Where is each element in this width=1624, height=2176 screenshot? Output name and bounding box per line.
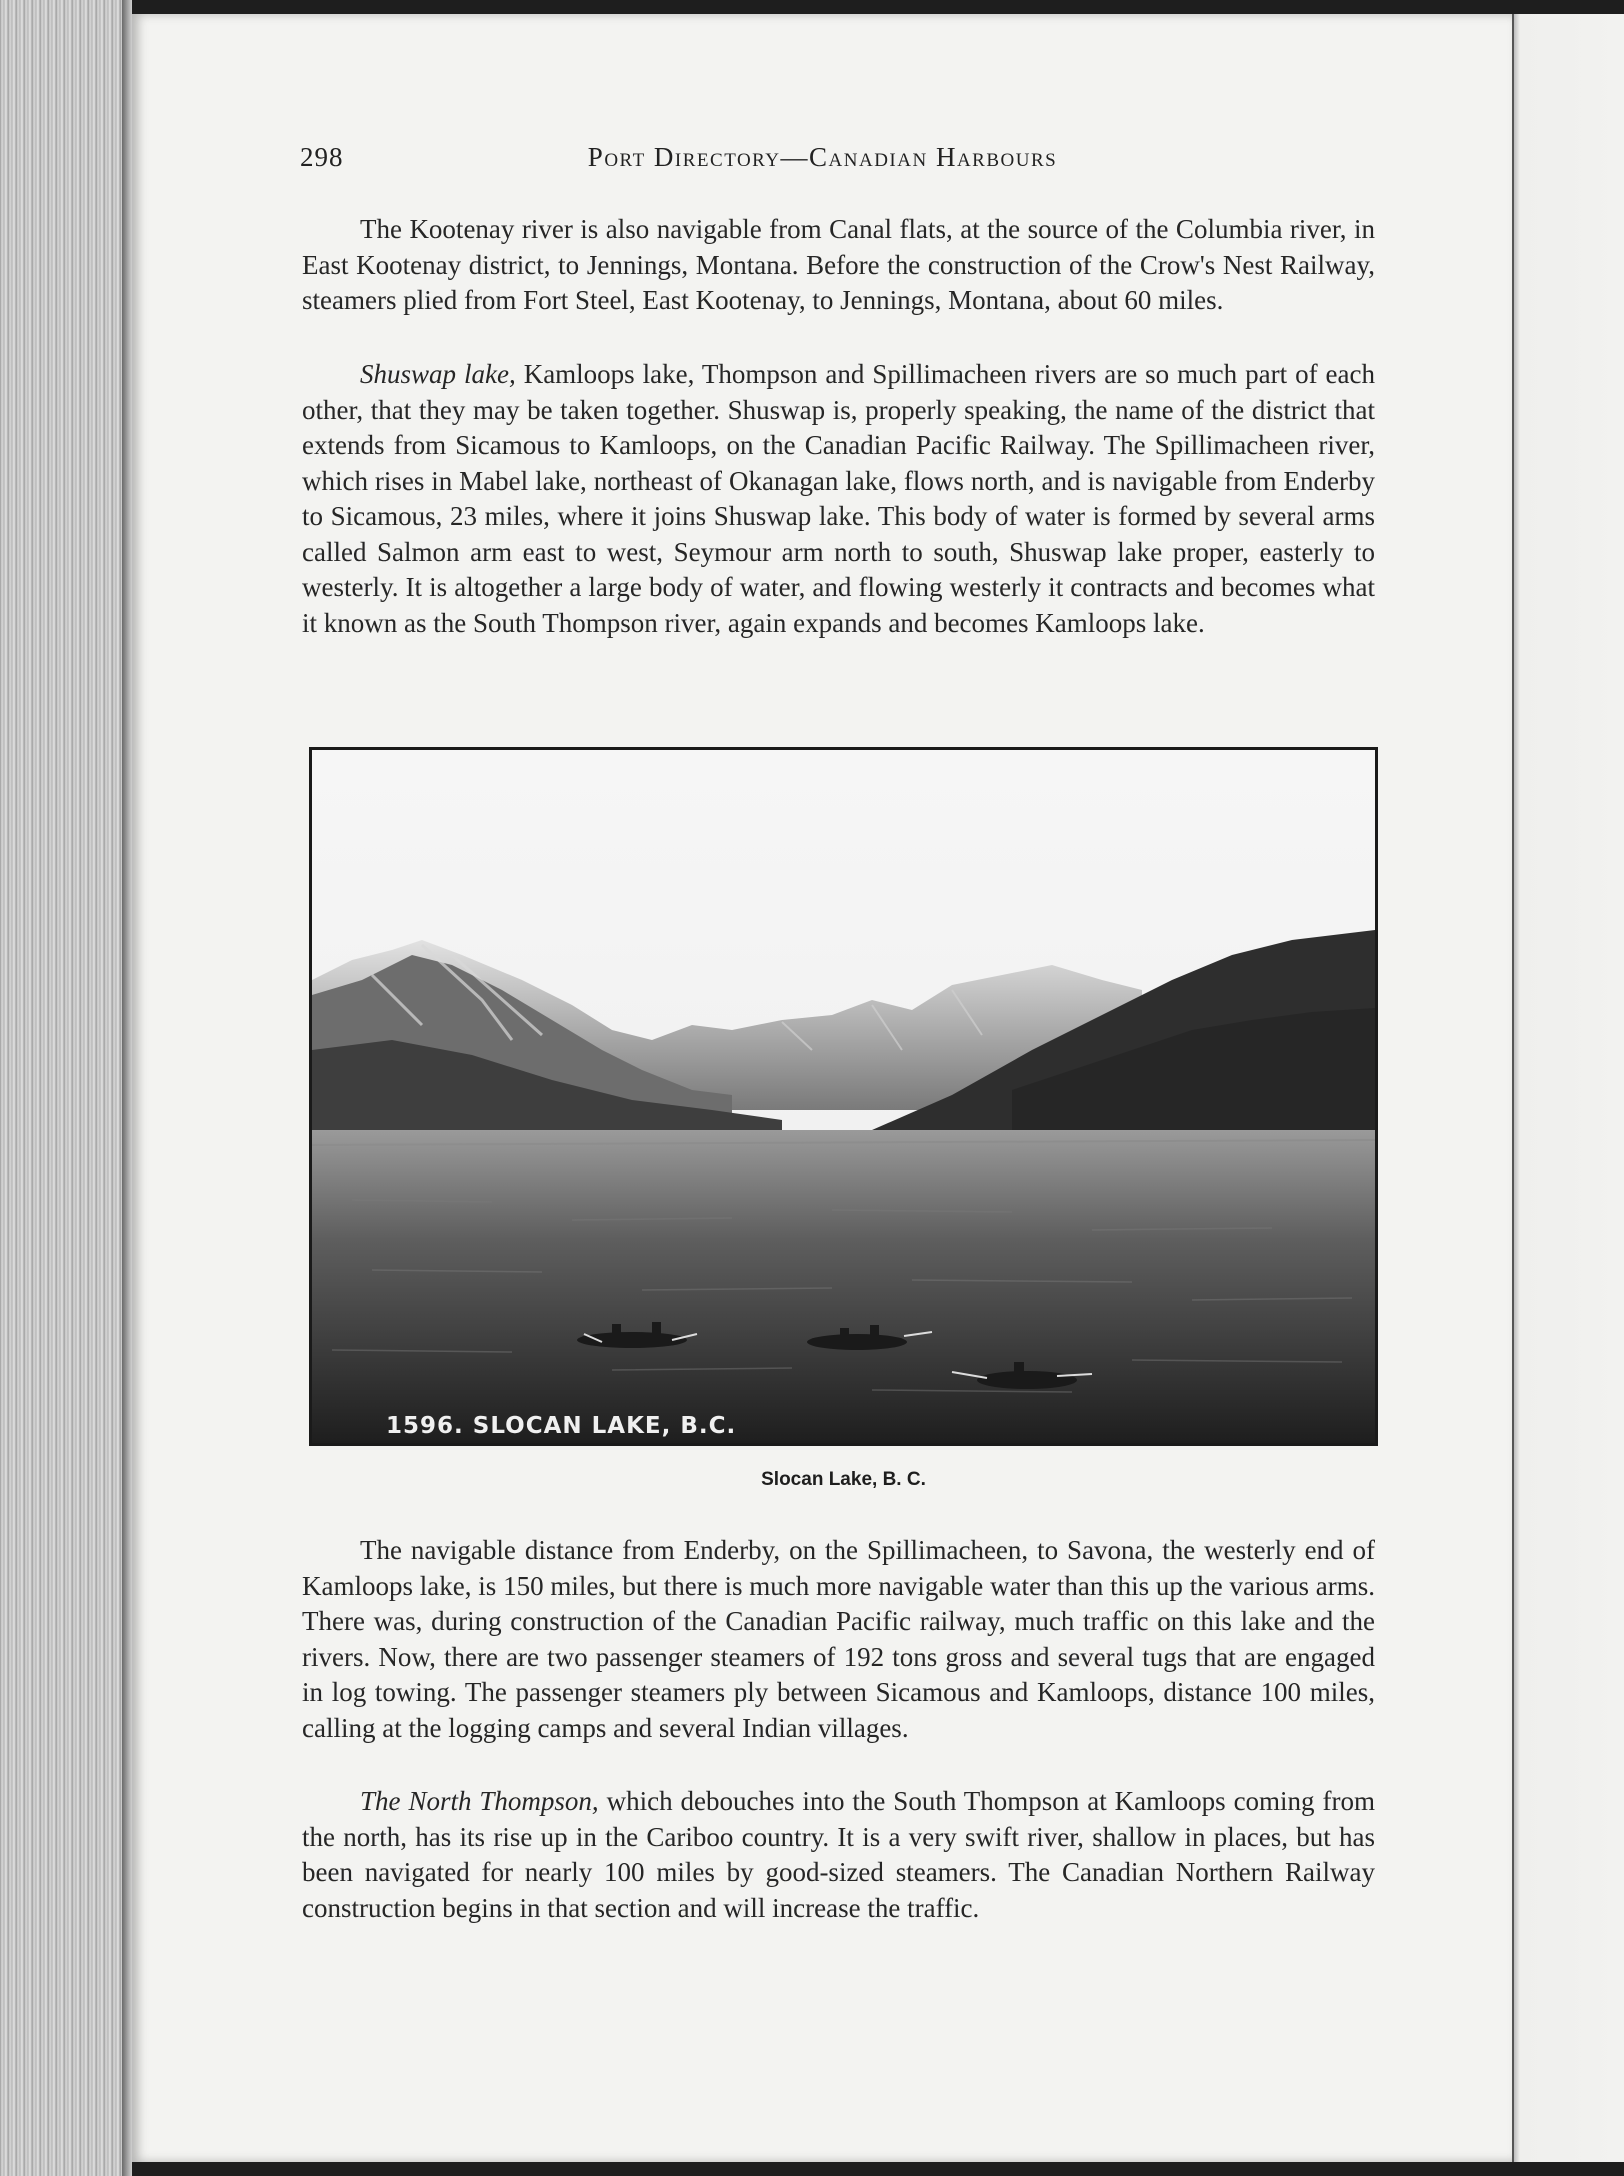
page-header [300,142,1345,182]
slocan-lake-photo [309,747,1378,1446]
paragraph-kootenay [302,212,1375,319]
paragraph-north-thompson [302,1784,1375,1926]
paragraph-navigable-distance-text: The navigable distance from Enderby, on the Spillimacheen, to Savona, the westerly end of Kamloops lake, is 150 miles, but there is much more navigable water than this up the various arms. There was, during construction of the Canadian Pacific railway, much traffic on this lake and the rivers. Now, there are two passenger steamers of 192 tons gross and several tugs that are engaged in log towing. The passenger steamers ply between Sicamous and Kamloops, distance 100 miles, calling at the logging camps and several Indian villages. [302,1535,1375,1743]
adjacent-page-edge [1512,14,1624,2162]
photo-negative-label: 1596. SLOCAN LAKE, B.C. [386,1413,737,1439]
running-title: Port Directory—Canadian Harbours [587,142,1058,172]
book-page-edges [0,0,132,2176]
paragraph-navigable-distance [302,1533,1375,1746]
page-number: 298 [300,142,344,172]
paragraph-kootenay-text: The Kootenay river is also navigable from Canal flats, at the source of the Columbia river, in East Kootenay district, to Jennings, Montana. Before the construction of the Crow's Nest Railway, steamers plied from Fort Steel, East Kootenay, to Jennings, Montana, about 60 miles. [302,214,1375,315]
lake-photo-illustration [312,750,1375,1443]
paragraph-north-thompson-lead: The North Thompson, [360,1786,599,1816]
paragraph-shuswap-lead: Shuswap lake, [360,359,516,389]
paragraph-shuswap-text: Kamloops lake, Thompson and Spillimacheen rivers are so much part of each other, that they may be taken together. Shuswap is, properly speaking, the name of the district that extends from Sicamous to Kamloops, on the Canadian Pacific Railway. The Spillimacheen river, which rises in Mabel lake, northeast of Okanagan lake, flows north, and is navigable from Enderby to Sicamous, 23 miles, where it joins Shuswap lake. This body of water is formed by several arms called Salmon arm east to west, Seymour arm north to south, Shuswap lake proper, easterly to westerly. It is altogether a large body of water, and flowing westerly it contracts and becomes what it known as the South Thompson river, again expands and becomes Kamloops lake. [302,359,1375,638]
figure-caption: Slocan Lake, B. C. [761,1469,926,1490]
paragraph-north-thompson-text: which debouches into the South Thompson at Kamloops coming from the north, has its rise up in the Cariboo country. It is a very swift river, shallow in places, but has been navigated for nearly 100 miles by good-sized steamers. The Canadian Northern Railway construction begins in that section and will increase the traffic. [302,1786,1375,1923]
paragraph-shuswap [302,357,1375,641]
